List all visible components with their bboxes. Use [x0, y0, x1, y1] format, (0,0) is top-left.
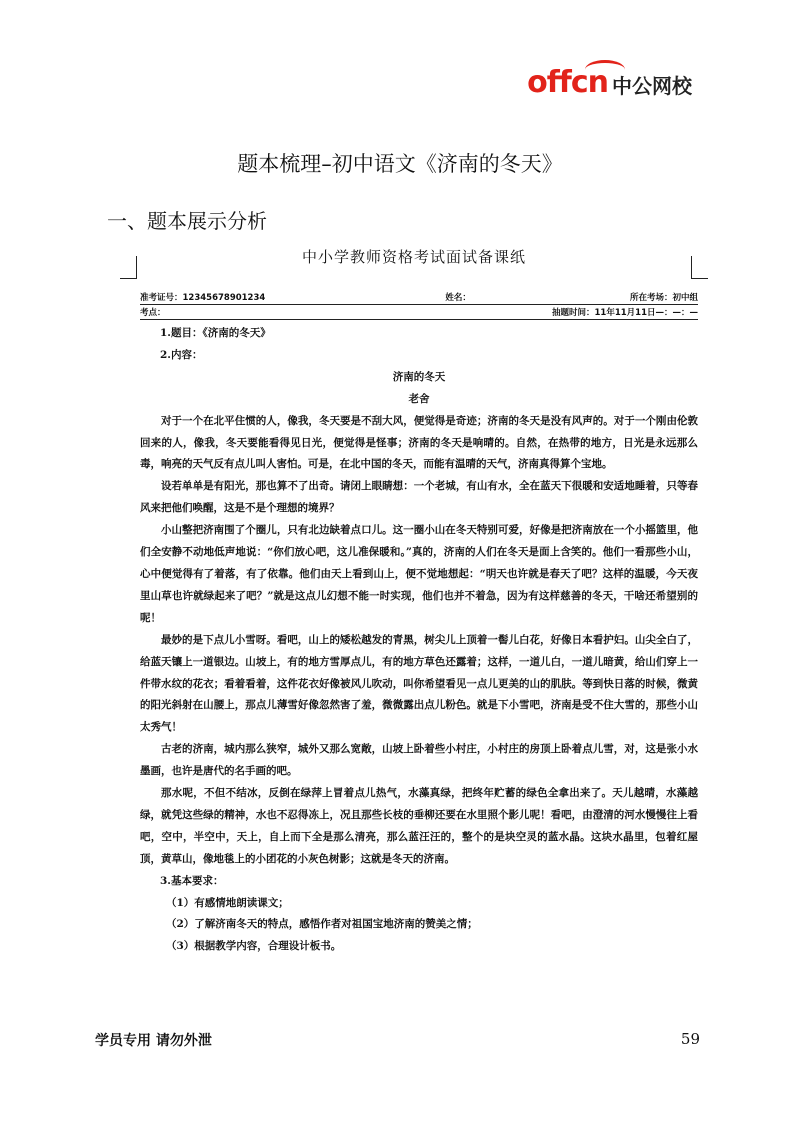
passage-paragraph: 设若单单是有阳光，那也算不了出奇。请闭上眼睛想：一个老城，有山有水，全在蓝天下很暖和安适地睡着，只等春风来把他们唤醒，这是不是个理想的境界？ [140, 480, 698, 515]
logo-en: offcn [527, 65, 608, 100]
logo-arc-icon [585, 60, 625, 79]
exam-sheet-header: 中小学教师资格考试面试备课纸 [301, 248, 526, 266]
passage-author: 老舍 [408, 392, 430, 405]
candidate-number: 准考证号：12345678901234 [140, 293, 266, 303]
requirement-item: （3）根据教学内容，合理设计板书。 [166, 940, 342, 953]
requirement-item: （1）有感情地朗读课文； [166, 896, 289, 909]
offcn-logo [527, 65, 692, 100]
requirements-label: 3.基本要求： [160, 874, 224, 887]
topic-line: 1.题目：《济南的冬天》 [160, 327, 271, 339]
page-number: 59 [680, 1030, 700, 1048]
draw-time: 抽题时间：11年11月11日—：—：— [552, 308, 698, 318]
passage-paragraph: 小山整把济南围了个圈儿，只有北边缺着点口儿。这一圈小山在冬天特别可爱，好像是把济南放在一个小摇篮里，他们全安静不动地低声地说：“你们放心吧，这儿准保暖和。”真的，济南的人们在冬天是面上含笑的。他们一看那些小山，心中便觉得有了着落，有了依靠。他们由天上看到山上，便不觉地想起：“明天也许就是春天了吧？这样的温暖，今天夜里山草也许就绿起来了吧？”就是这点儿幻想不能一时实现，他们也并不着急，因为有这样慈善的冬天，干啥还希望别的呢！ [140, 524, 698, 624]
logo-cn: 中公网校 [612, 74, 692, 98]
exam-seat: 考点： [140, 308, 166, 318]
exam-meta [140, 291, 698, 320]
passage-paragraph: 对于一个在北平住惯的人，像我，冬天要是不刮大风，便觉得是奇迹；济南的冬天是没有风声的。对于一个刚由伦敦回来的人，像我，冬天要能看得见日光，便觉得是怪事；济南的冬天是响晴的。自然，在热带的地方，日光是永远那么毒，响亮的天气反有点儿叫人害怕。可是，在北中国的冬天，而能有温晴的天气，济南真得算个宝地。 [140, 414, 698, 471]
content-label: 2.内容： [160, 348, 203, 361]
exam-field: 所在考场：初中组 [629, 293, 698, 303]
page-title: 题本梳理–初中语文《济南的冬天》 [237, 152, 563, 176]
corner-mark-right [691, 256, 708, 279]
exam-sheet [118, 240, 710, 956]
passage-title: 济南的冬天 [392, 370, 446, 383]
section-heading: 一、题本展示分析 [107, 209, 267, 233]
candidate-name: 姓名： [445, 293, 471, 303]
requirement-item: （2）了解济南冬天的特点，感悟作者对祖国宝地济南的赞美之情； [166, 918, 478, 931]
exam-body [140, 323, 698, 958]
corner-mark-left [120, 256, 137, 279]
footer-notice: 学员专用 请勿外泄 [95, 1033, 212, 1049]
passage-paragraph: 最妙的是下点儿小雪呀。看吧，山上的矮松越发的青黑，树尖儿上顶着一髻儿白花，好像日本看护妇。山尖全白了，给蓝天镶上一道银边。山坡上，有的地方雪厚点儿，有的地方草色还露着；这样，一道儿白，一道儿暗黄，给山们穿上一件带水纹的花衣；看着看着，这件花衣好像被风儿吹动，叫你希望看见一点儿更美的山的肌肤。等到快日落的时候，微黄的阳光斜射在山腰上，那点儿薄雪好像忽然害了羞，微微露出点儿粉色。就是下小雪吧，济南是受不住大雪的，那些小山太秀气！ [140, 633, 698, 734]
passage-paragraph: 古老的济南，城内那么狭窄，城外又那么宽敞，山坡上卧着些小村庄，小村庄的房顶上卧着点儿雪，对，这是张小水墨画，也许是唐代的名手画的吧。 [140, 743, 698, 778]
passage-paragraph: 那水呢，不但不结冰，反倒在绿萍上冒着点儿热气，水藻真绿，把终年贮蓄的绿色全拿出来了。天儿越晴，水藻越绿，就凭这些绿的精神，水也不忍得冻上，况且那些长枝的垂柳还要在水里照个影儿呢！看吧，由澄清的河水慢慢往上看吧，空中，半空中，天上，自上而下全是那么清亮，那么蓝汪汪的，整个的是块空灵的蓝水晶。这块水晶里，包着红屋顶，黄草山，像地毯上的小团花的小灰色树影；这就是冬天的济南。 [140, 787, 698, 865]
